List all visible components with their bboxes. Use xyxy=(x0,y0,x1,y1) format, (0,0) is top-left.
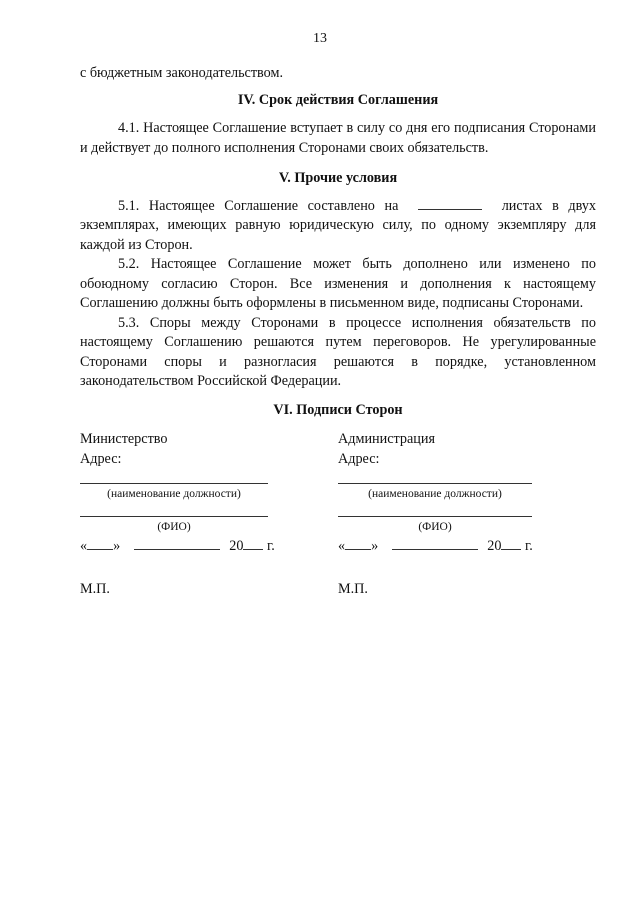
year-blank xyxy=(243,536,263,550)
sheets-count-blank xyxy=(418,196,482,210)
position-line xyxy=(338,469,532,484)
position-caption: (наименование должности) xyxy=(368,488,502,500)
seal-label: М.П. xyxy=(338,581,368,597)
clause-4-1: 4.1. Настоящее Соглашение вступает в силу со дня его подписания Сторонами и действует до полного исполнения Сторонами своих обязательств. xyxy=(80,120,596,156)
day-blank xyxy=(87,536,113,550)
clause-5-2: 5.2. Настоящее Соглашение может быть дополнено или изменено по обоюдному согласию Сторон. Все изменения и дополнения к настоящему Соглашению должны быть оформлены в письменном виде, подписаны Сторонами. xyxy=(80,256,596,311)
date-quote-open: « xyxy=(80,538,88,554)
month-blank xyxy=(392,536,478,550)
year-blank xyxy=(501,536,521,550)
date-quote-close: » xyxy=(113,538,121,554)
day-blank xyxy=(345,536,371,550)
intro-text: с бюджетным законодательством. xyxy=(80,65,284,81)
year-suffix: г. xyxy=(525,538,533,554)
date-quote-open: « xyxy=(338,538,346,554)
clause-5-1 xyxy=(80,196,596,256)
address-label: Адрес: xyxy=(338,450,380,467)
fio-line xyxy=(80,502,268,517)
page-number: 13 xyxy=(313,31,327,46)
signature-block xyxy=(80,430,596,600)
month-blank xyxy=(134,536,220,550)
date-quote-close: » xyxy=(371,538,379,554)
fio-caption: (ФИО) xyxy=(418,521,452,533)
signature-left xyxy=(80,430,338,600)
year-suffix: г. xyxy=(267,538,275,554)
party-name: Администрация xyxy=(338,431,435,447)
section-6-heading: VI. Подписи Сторон xyxy=(273,401,403,418)
date-line xyxy=(338,536,596,556)
clause-5-1-start: 5.1. Настоящее Соглашение составлено на xyxy=(118,197,399,214)
position-line xyxy=(80,469,268,484)
position-caption: (наименование должности) xyxy=(107,488,241,500)
date-line xyxy=(80,536,338,556)
section-4-heading: IV. Срок действия Соглашения xyxy=(237,91,439,108)
year-prefix: 20 xyxy=(229,538,244,554)
party-name: Министерство xyxy=(80,431,168,447)
signature-right xyxy=(338,430,596,600)
clause-5-1-end: листах в двух экземплярах, имеющих равную юридическую силу, по одному экземпляру для каждой из Сторон. xyxy=(80,197,597,253)
address-label: Адрес: xyxy=(80,450,122,467)
section-5-heading: V. Прочие условия xyxy=(278,170,398,186)
seal-label: М.П. xyxy=(80,581,110,597)
clause-5-3: 5.3. Споры между Сторонами в процессе исполнения обязательств по настоящему Соглашению решаются путем переговоров. Не урегулированные Сторонами споры и разногласия решаются в порядке, установленном законодательством Российской Федерации. xyxy=(80,314,596,389)
year-prefix: 20 xyxy=(487,538,502,554)
document-body xyxy=(80,64,596,600)
fio-line xyxy=(338,502,532,517)
fio-caption: (ФИО) xyxy=(157,521,191,533)
